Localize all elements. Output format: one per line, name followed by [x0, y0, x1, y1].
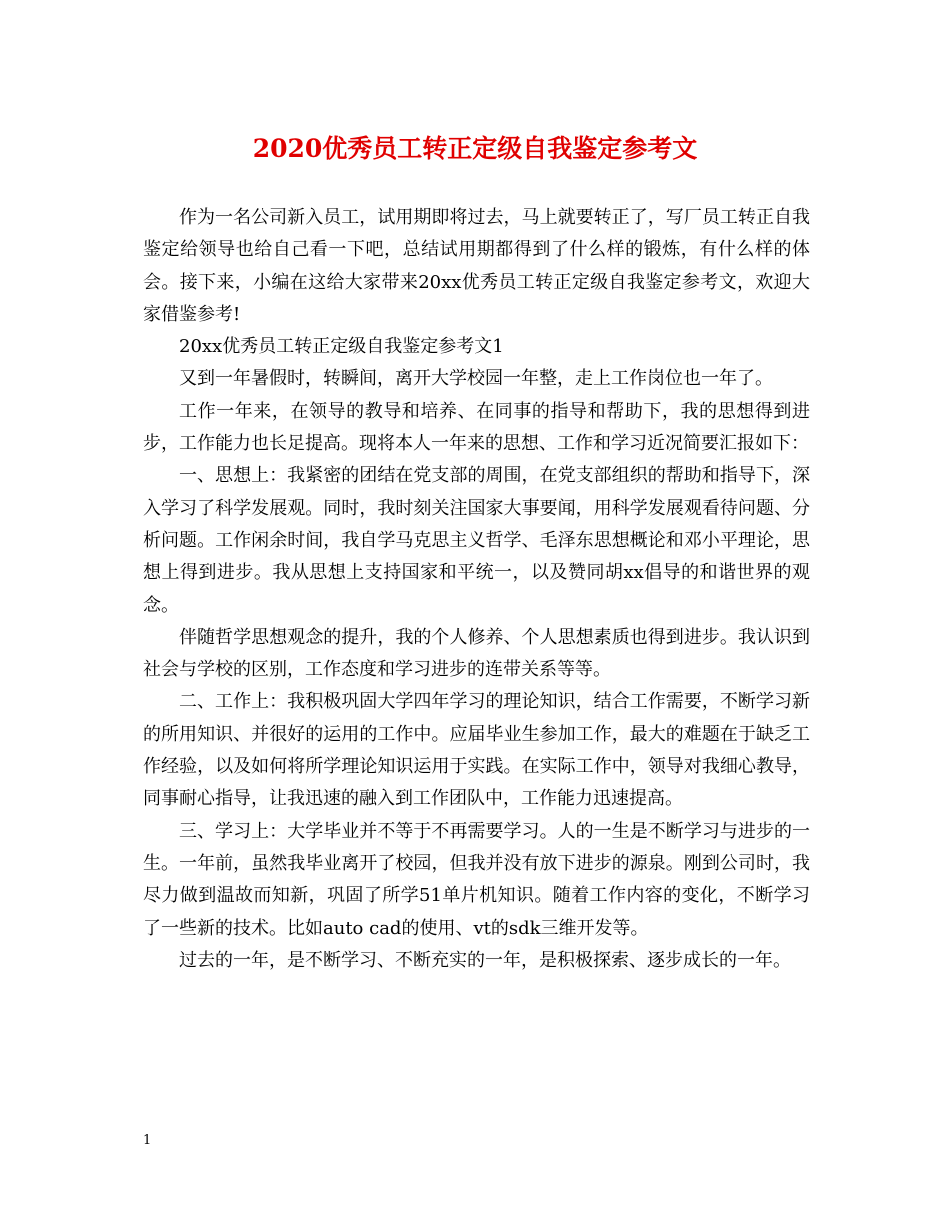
paragraph-intro: 作为一名公司新入员工，试用期即将过去，马上就要转正了，写厂员工转正自我鉴定给领导也给自己看一下吧，总结试用期都得到了什么样的锻炼，有什么样的体会。接下来，小编在这给大家带来20xx优秀员工转正定级自我鉴定参考文，欢迎大家借鉴参考! [143, 207, 810, 325]
paragraph-summary: 过去的一年，是不断学习、不断充实的一年，是积极探索、逐步成长的一年。 [179, 949, 791, 971]
paragraph-1: 又到一年暑假时，转瞬间，离开大学校园一年整，走上工作岗位也一年了。 [179, 368, 773, 390]
paragraph-study: 三、学习上：大学毕业并不等于不再需要学习。人的一生是不断学习与进步的一生。一年前，虽然我毕业离开了校园，但我并没有放下进步的源泉。刚到公司时，我尽力做到温故而知新，巩固了所学51单片机知识。随着工作内容的变化，不断学习了一些新的技术。比如auto cad的使用、vt的sdk三维开发等。 [143, 820, 810, 939]
paragraph-work: 二、工作上：我积极巩固大学四年学习的理论知识，结合工作需要，不断学习新的所用知识、并很好的运用的工作中。应届毕业生参加工作，最大的难题在于缺乏工作经验，以及如何将所学理论知识运用于实践。在实际工作中，领导对我细心教导，同事耐心指导，让我迅速的融入到工作团队中，工作能力迅速提高。 [143, 691, 810, 810]
paragraph-subtitle: 20xx优秀员工转正定级自我鉴定参考文1 [179, 336, 504, 358]
document-title: 2020优秀员工转正定级自我鉴定参考文 [252, 134, 698, 163]
paragraph-2: 工作一年来，在领导的教导和培养、在同事的指导和帮助下，我的思想得到进步，工作能力也长足提高。现将本人一年来的思想、工作和学习近况简要汇报如下： [143, 400, 810, 455]
paragraph-thought: 一、思想上：我紧密的团结在党支部的周围，在党支部组织的帮助和指导下，深入学习了科学发展观。同时，我时刻关注国家大事要闻，用科学发展观看待问题、分析问题。工作闲余时间，我自学马克思主义哲学、毛泽东思想概论和邓小平理论，思想上得到进步。我从思想上支持国家和平统一，以及赞同胡xx倡导的和谐世界的观念。 [143, 465, 810, 616]
document-body [143, 202, 810, 977]
paragraph-4: 伴随哲学思想观念的提升，我的个人修养、个人思想素质也得到进步。我认识到社会与学校的区别，工作态度和学习进步的连带关系等等。 [143, 626, 810, 681]
page-number: 1 [143, 1133, 152, 1148]
